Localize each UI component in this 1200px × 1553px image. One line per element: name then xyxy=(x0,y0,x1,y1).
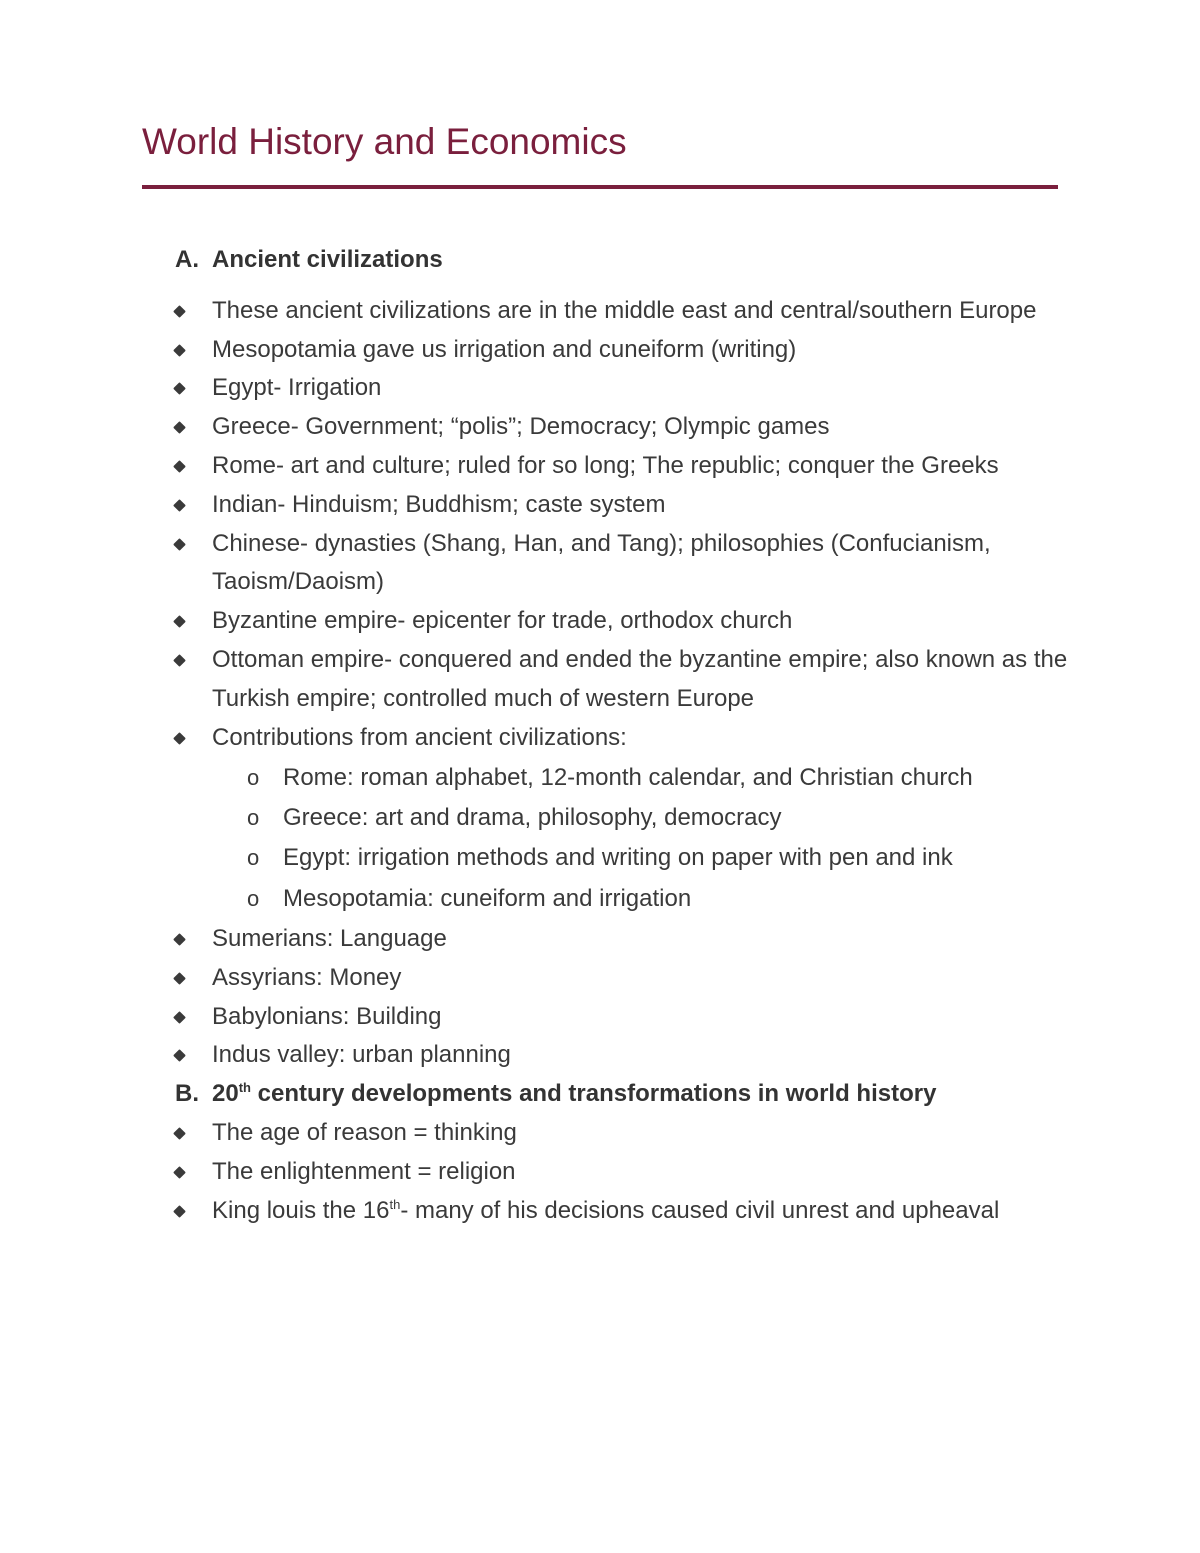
title-divider xyxy=(142,185,1058,189)
list-item xyxy=(0,331,1200,370)
list-item-text: The age of reason = thinking xyxy=(212,1119,517,1147)
list-item-text: Ottoman empire- conquered and ended the byzantine empire; also known as the Turkish empire; controlled much of western Europe xyxy=(212,645,1068,712)
list-item-text: Indus valley: urban planning xyxy=(212,1041,511,1069)
sub-list-item xyxy=(0,799,1200,838)
list-item-text: The enlightenment = religion xyxy=(212,1157,516,1185)
bullet-icon xyxy=(173,499,186,512)
sub-list-item xyxy=(0,880,1200,919)
list-item-text: These ancient civilizations are in the middle east and central/southern Europe xyxy=(212,296,1037,324)
list-item-text: Chinese- dynasties (Shang, Han, and Tang); philosophies (Confucianism, Taoism/Daoism) xyxy=(212,529,991,596)
section-a-list xyxy=(0,292,1200,758)
section-b-title: century developments and transformations in world history xyxy=(250,1080,937,1108)
list-item xyxy=(0,1153,1200,1192)
section-b-list xyxy=(0,1114,1200,1230)
section-b-ordinal: th xyxy=(238,1080,251,1096)
sub-bullet-marker: o xyxy=(247,764,260,790)
bullet-icon xyxy=(173,654,186,667)
bullet-icon xyxy=(173,732,186,745)
bullet-icon xyxy=(173,538,186,551)
bullet-icon xyxy=(173,1011,186,1024)
list-item xyxy=(0,719,1200,758)
list-item xyxy=(0,1036,1200,1075)
list-item-text: Contributions from ancient civilizations: xyxy=(212,723,627,751)
list-item-text: Indian- Hinduism; Buddhism; caste system xyxy=(212,490,666,518)
list-item xyxy=(0,1114,1200,1153)
king-louis-ordinal: th xyxy=(389,1196,401,1212)
king-louis-text-end: - many of his decisions caused civil unrest and upheaval xyxy=(400,1196,1000,1224)
bullet-icon xyxy=(173,383,186,396)
bullet-icon xyxy=(173,933,186,946)
sub-list-item xyxy=(0,759,1200,798)
sub-bullet-marker: o xyxy=(247,805,260,831)
bullet-icon xyxy=(173,344,186,357)
list-item xyxy=(0,998,1200,1037)
list-item xyxy=(0,408,1200,447)
bullet-icon xyxy=(173,615,186,628)
section-a-letter: A. xyxy=(175,246,199,273)
bullet-icon xyxy=(173,305,186,318)
list-item-text: Byzantine empire- epicenter for trade, orthodox church xyxy=(212,607,793,635)
bullet-icon xyxy=(173,972,186,985)
list-item xyxy=(0,1192,1200,1231)
list-item xyxy=(0,959,1200,998)
list-item xyxy=(0,369,1200,408)
section-b-heading xyxy=(0,1075,1200,1114)
sub-bullet-marker: o xyxy=(247,845,260,871)
bullet-icon xyxy=(173,1205,186,1218)
list-item-text: Assyrians: Money xyxy=(212,963,402,991)
document-title: World History and Economics xyxy=(142,121,627,162)
list-item-text: Babylonians: Building xyxy=(212,1002,442,1030)
section-b-letter: B. xyxy=(175,1080,199,1108)
list-item xyxy=(0,486,1200,525)
section-b-number: 20 xyxy=(212,1080,239,1108)
list-item xyxy=(0,920,1200,959)
bullet-icon xyxy=(173,460,186,473)
list-item xyxy=(0,292,1200,331)
list-item xyxy=(0,641,1200,719)
sub-bullet-marker: o xyxy=(247,885,260,911)
sub-list-item-text: Egypt: irrigation methods and writing on paper with pen and ink xyxy=(283,844,953,872)
list-item-text: Egypt- Irrigation xyxy=(212,374,382,402)
section-a-list-continued xyxy=(0,920,1200,1075)
list-item-text: Greece- Government; “polis”; Democracy; Olympic games xyxy=(212,413,830,441)
sub-list-item-text: Rome: roman alphabet, 12-month calendar, and Christian church xyxy=(283,763,973,791)
bullet-icon xyxy=(173,1050,186,1063)
sub-list-item xyxy=(0,839,1200,878)
list-item xyxy=(0,525,1200,603)
king-louis-text-start: King louis the 16 xyxy=(212,1196,390,1224)
list-item-text: Sumerians: Language xyxy=(212,925,447,953)
section-a-heading xyxy=(0,241,1200,280)
sub-list-item-text: Greece: art and drama, philosophy, democracy xyxy=(283,804,782,832)
list-item xyxy=(0,447,1200,486)
section-a-title: Ancient civilizations xyxy=(212,246,443,273)
list-item-text: Rome- art and culture; ruled for so long; The republic; conquer the Greeks xyxy=(212,451,999,479)
list-item xyxy=(0,602,1200,641)
bullet-icon xyxy=(173,1166,186,1179)
sub-list-item-text: Mesopotamia: cuneiform and irrigation xyxy=(283,884,692,912)
bullet-icon xyxy=(173,1127,186,1140)
contributions-sublist xyxy=(0,759,1200,919)
bullet-icon xyxy=(173,421,186,434)
list-item-text: Mesopotamia gave us irrigation and cuneiform (writing) xyxy=(212,335,797,363)
document-body xyxy=(0,241,1200,1230)
